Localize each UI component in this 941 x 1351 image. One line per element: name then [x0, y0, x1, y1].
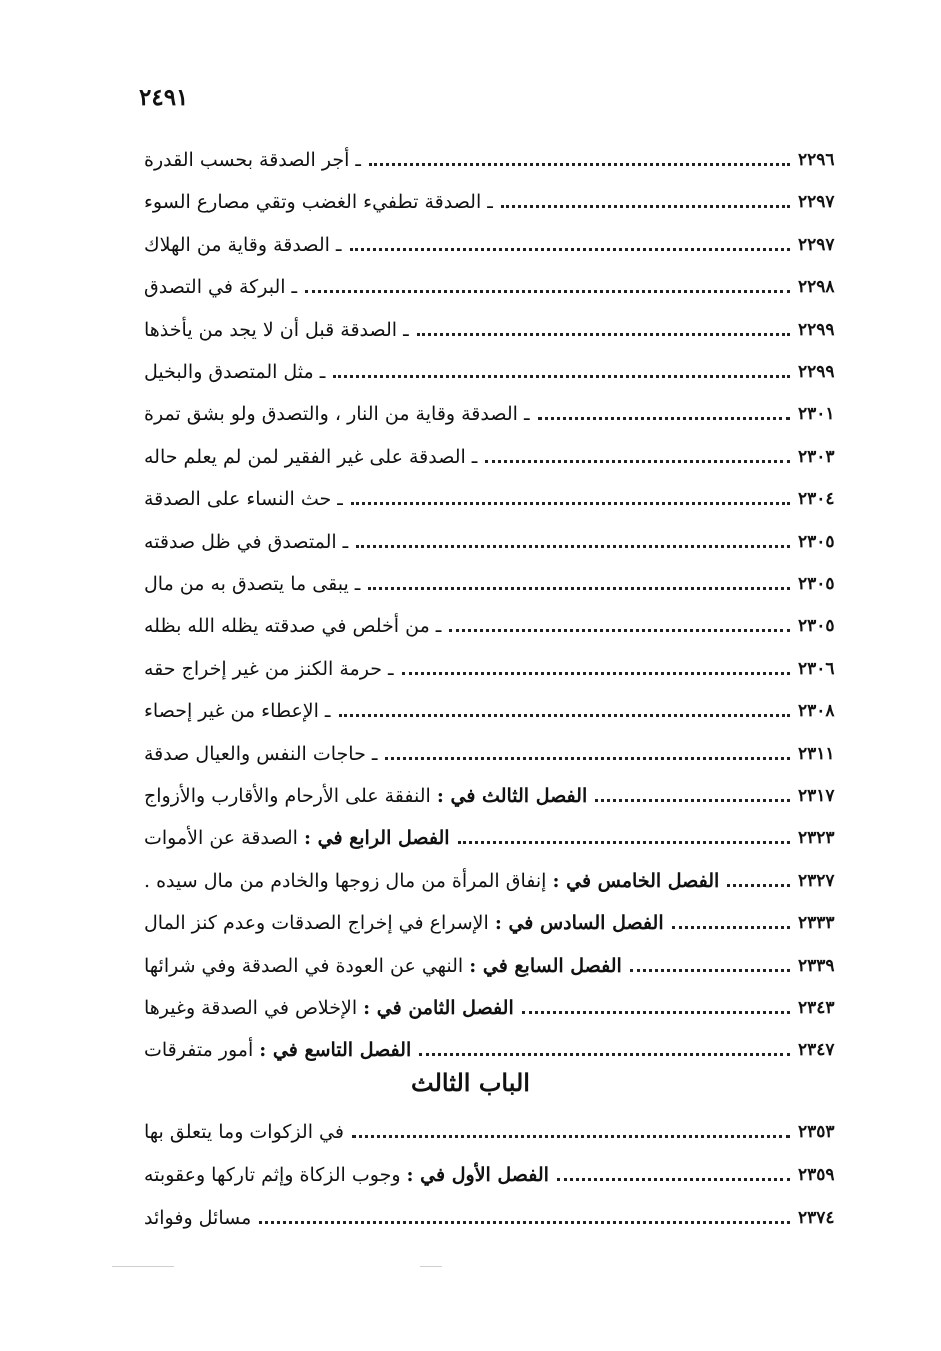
toc-page-number: ٢٣١٧ — [798, 786, 835, 806]
toc-entry — [138, 949, 860, 983]
dot-leader — [402, 672, 790, 675]
toc-page-number: ٢٣٠٥ — [798, 616, 835, 636]
toc-page-number: ٢٣٠٥ — [798, 532, 835, 552]
toc-entry-title — [138, 361, 325, 383]
dot-leader — [417, 333, 790, 336]
page-number: ٢٤٩١ — [139, 84, 189, 111]
dot-leader — [333, 375, 790, 378]
toc-page-number: ٢٣٠٨ — [798, 701, 835, 721]
toc-entry-title — [138, 785, 587, 807]
toc-entry-text: أمور متفرقات — [144, 1039, 260, 1061]
toc-entry-text: ـ الصدقة تطفيء الغضب وتقي مصارع السوء — [144, 191, 493, 213]
toc-page-number: ٢٢٩٩ — [798, 320, 835, 340]
toc-entry-text: ـ مثل المتصدق والبخيل — [144, 361, 326, 383]
toc-entry — [138, 482, 860, 516]
chapter-prefix: الفصل التاسع في : — [259, 1039, 412, 1061]
toc-page-number: ٢٣٥٣ — [798, 1122, 835, 1142]
toc-entry-title — [138, 870, 719, 892]
toc-entry — [138, 143, 860, 177]
toc-entry — [138, 397, 860, 431]
dot-leader — [501, 205, 790, 208]
dot-leader — [522, 1011, 790, 1014]
toc-entry-title — [138, 1207, 251, 1229]
toc-entry-text: النفقة على الأرحام والأقارب والأزواج — [144, 785, 437, 807]
toc-entry — [138, 228, 860, 262]
toc-entry — [138, 906, 860, 940]
toc-page-number: ٢٣٥٩ — [798, 1165, 835, 1185]
toc-entry-text: وجوب الزكاة وإثم تاركها وعقوبته — [144, 1164, 407, 1186]
chapter-prefix: الفصل الثالث في : — [436, 785, 588, 807]
toc-entry-title — [138, 1039, 411, 1061]
toc-entry-text: الإسراع في إخراج الصدقات وعدم كنز المال — [144, 912, 495, 934]
dot-leader — [339, 714, 790, 717]
toc-entry-title — [138, 276, 297, 298]
toc-entry-title — [138, 658, 394, 680]
toc-entry — [138, 1158, 860, 1192]
toc-page-number: ٢٣٢٧ — [798, 871, 835, 891]
toc-page-number: ٢٣٢٣ — [798, 828, 835, 848]
toc-entry-text: ـ الصدقة قبل أن لا يجد من يأخذها — [144, 319, 409, 341]
toc-entry-text: الصدقة عن الأموات — [144, 827, 304, 849]
toc-page-number: ٢٢٩٧ — [798, 235, 835, 255]
toc-page-number: ٢٣٣٩ — [798, 956, 835, 976]
toc-entry-text: ـ الصدقة وقاية من الهلاك — [144, 234, 342, 256]
toc-entry-title — [138, 488, 343, 510]
dot-leader — [369, 163, 790, 166]
dot-leader — [595, 799, 790, 802]
toc-entry — [138, 694, 860, 728]
toc-entry-title — [138, 743, 377, 765]
scan-artifact — [112, 1266, 174, 1267]
toc-entry-text: ـ حاجات النفس والعيال صدقة — [144, 743, 378, 765]
toc-entry-text: ـ من أخلص في صدقته يظله الله بظله — [144, 615, 442, 637]
toc-page-number: ٢٣٠٦ — [798, 659, 835, 679]
toc-entry — [138, 864, 860, 898]
toc-entry — [138, 652, 860, 686]
toc-entry — [138, 185, 860, 219]
toc-entry-title — [138, 615, 441, 637]
toc-entry — [138, 1033, 860, 1067]
toc-entry-text: ـ الصدقة وقاية من النار ، والتصدق ولو بشق تمرة — [144, 403, 530, 425]
dot-leader — [259, 1221, 790, 1224]
toc-entry-text: ـ الإعطاء من غير إحصاء — [144, 700, 331, 722]
toc-page-number: ٢٣٤٧ — [798, 1040, 835, 1060]
toc-entry-title — [138, 955, 622, 977]
dot-leader — [672, 926, 790, 929]
toc-entry-text: النهي عن العودة في الصدقة وفي شرائها — [144, 955, 470, 977]
toc-entry — [138, 737, 860, 771]
toc-entry-title — [138, 446, 477, 468]
toc-entry-text: ـ حرمة الكنز من غير إخراج حقه — [144, 658, 394, 680]
toc-entry-title — [138, 403, 530, 425]
toc-entry — [138, 567, 860, 601]
toc-entry-text: ـ الصدقة على غير الفقير لمن لم يعلم حاله — [144, 446, 478, 468]
chapter-prefix: الفصل الرابع في : — [303, 827, 450, 849]
dot-leader — [356, 545, 790, 548]
toc-entry-text: مسائل وفوائد — [144, 1207, 252, 1229]
toc-entry — [138, 779, 860, 813]
toc-page-number: ٢٢٩٦ — [798, 150, 835, 170]
toc-entry-title — [138, 997, 514, 1019]
toc-page-number: ٢٢٩٨ — [798, 277, 835, 297]
toc-entry — [138, 991, 860, 1025]
dot-leader — [351, 502, 790, 505]
toc-entry-text: إنفاق المرأة من مال زوجها والخادم من مال سيده . — [144, 870, 553, 892]
scan-artifact — [420, 1266, 442, 1267]
chapter-prefix: الفصل الثامن في : — [363, 997, 514, 1019]
toc-entry-title — [138, 191, 493, 213]
toc-entry-title — [138, 912, 664, 934]
toc-page-number: ٢٣٠١ — [798, 404, 835, 424]
dot-leader — [630, 969, 790, 972]
toc-entry-text: ـ حث النساء على الصدقة — [144, 488, 343, 510]
toc-entry-text: ـ البركة في التصدق — [144, 276, 298, 298]
toc-entry-title — [138, 700, 331, 722]
dot-leader — [449, 629, 790, 632]
toc-page-number: ٢٣٧٤ — [798, 1208, 835, 1228]
toc-entry-text: ـ المتصدق في ظل صدقته — [144, 531, 349, 553]
toc-entry-title — [138, 827, 450, 849]
dot-leader — [485, 460, 790, 463]
toc-entry-title — [138, 1121, 344, 1143]
chapter-prefix: الفصل الخامس في : — [552, 870, 720, 892]
dot-leader — [350, 248, 791, 251]
toc-entry — [138, 1201, 860, 1235]
toc-entry — [138, 355, 860, 389]
toc-entry — [138, 609, 860, 643]
chapter-prefix: الفصل الأول في : — [406, 1164, 549, 1186]
toc-entry-text: ـ يبقى ما يتصدق به من مال — [144, 573, 361, 595]
toc-page-number: ٢٣٣٣ — [798, 913, 835, 933]
chapter-prefix: الفصل السادس في : — [494, 912, 664, 934]
toc-entry — [138, 525, 860, 559]
section-heading: الباب الثالث — [411, 1068, 530, 1097]
dot-leader — [557, 1178, 790, 1181]
toc-entry — [138, 440, 860, 474]
toc-page-number: ٢٣١١ — [798, 744, 835, 764]
toc-page-number: ٢٣٠٣ — [798, 447, 835, 467]
toc-entry — [138, 313, 860, 347]
dot-leader — [368, 587, 790, 590]
toc-page-number: ٢٢٩٧ — [798, 192, 835, 212]
toc-page-number: ٢٣٠٥ — [798, 574, 835, 594]
toc-entry-title — [138, 234, 342, 256]
dot-leader — [352, 1135, 790, 1138]
dot-leader — [727, 884, 790, 887]
toc-entry-title — [138, 531, 348, 553]
toc-entry-text: في الزكوات وما يتعلق بها — [144, 1121, 344, 1143]
toc-entry-text: ـ أجر الصدقة بحسب القدرة — [144, 149, 361, 171]
dot-leader — [458, 841, 790, 844]
dot-leader — [538, 417, 790, 420]
toc-page-number: ٢٢٩٩ — [798, 362, 835, 382]
toc-entry-title — [138, 149, 361, 171]
chapter-prefix: الفصل السابع في : — [469, 955, 622, 977]
dot-leader — [385, 757, 790, 760]
toc-page-number: ٢٣٤٣ — [798, 998, 835, 1018]
toc-entry — [138, 270, 860, 304]
toc-entry-text: الإخلاص في الصدقة وغيرها — [144, 997, 364, 1019]
dot-leader — [305, 290, 790, 293]
toc-entry-title — [138, 1164, 549, 1186]
toc-entry — [138, 821, 860, 855]
toc-page-number: ٢٣٠٤ — [798, 489, 835, 509]
dot-leader — [419, 1053, 790, 1056]
toc-entry-title — [138, 319, 409, 341]
toc-entry — [138, 1115, 860, 1149]
toc-entry-title — [138, 573, 360, 595]
